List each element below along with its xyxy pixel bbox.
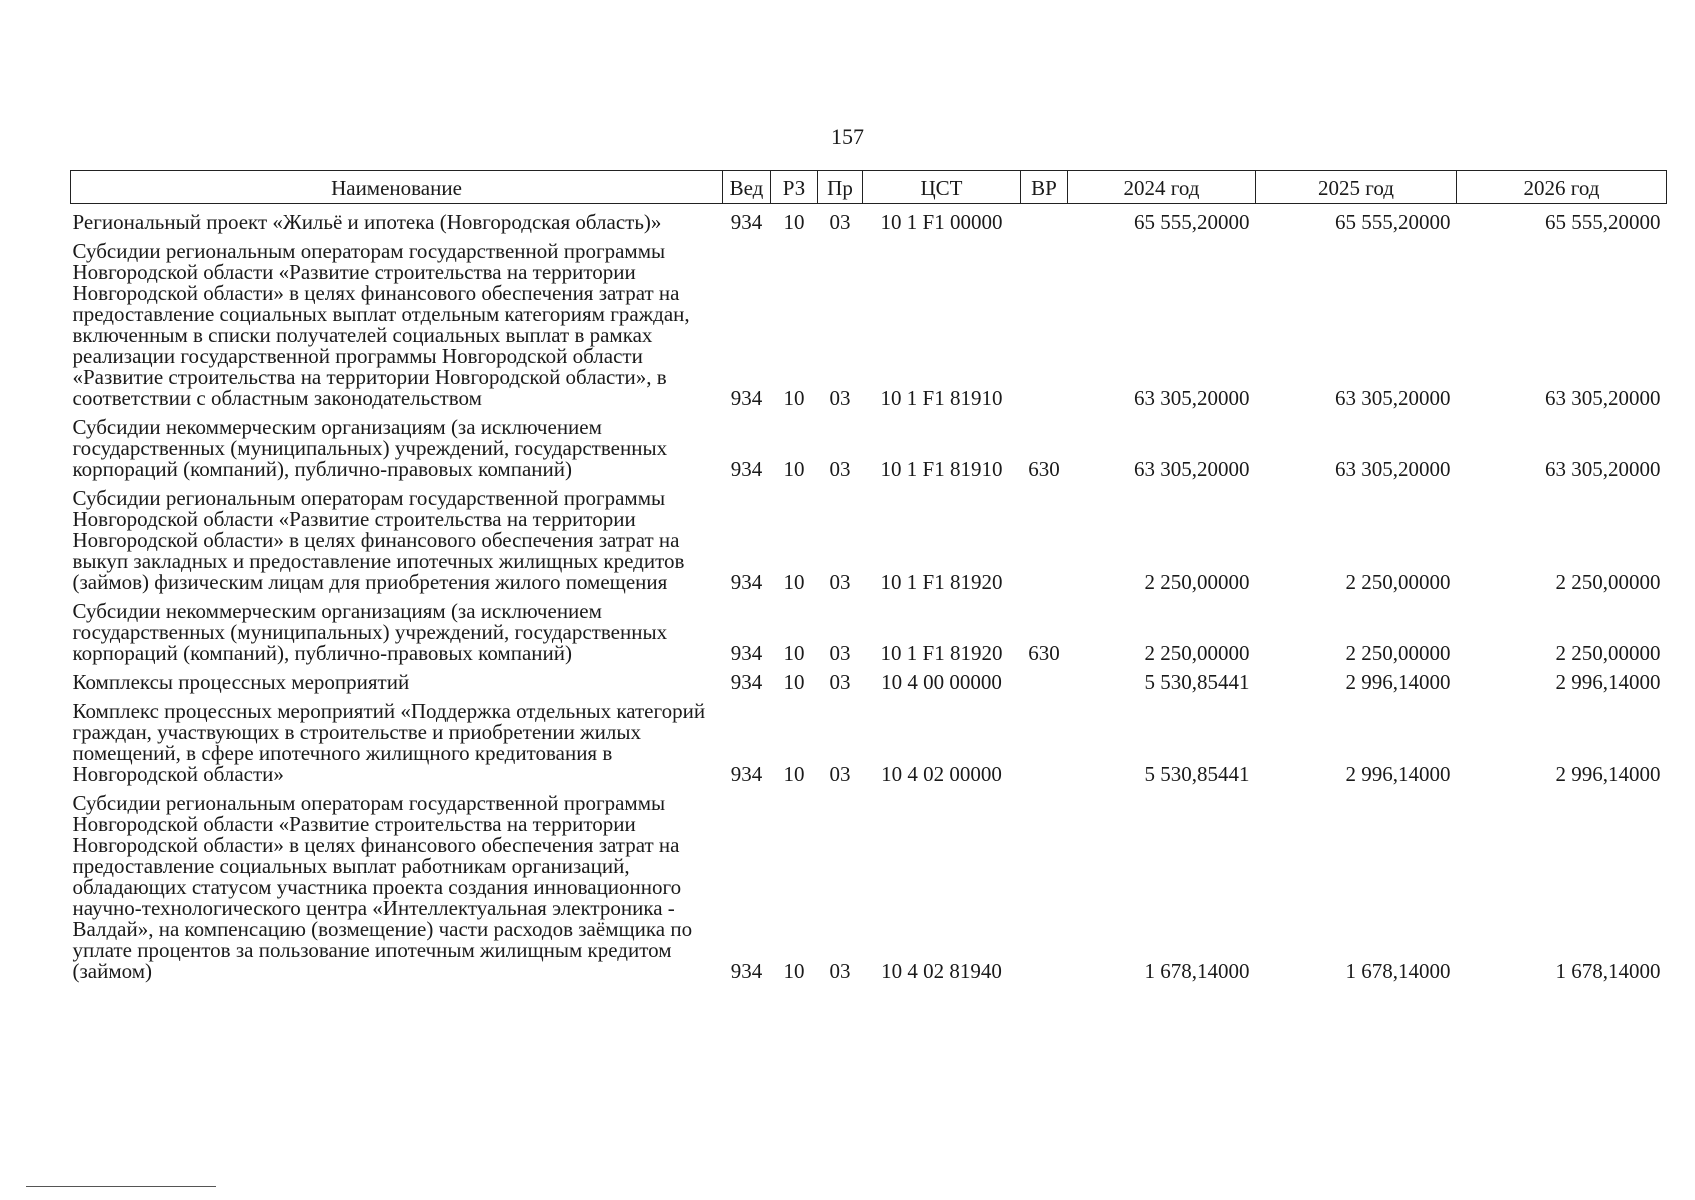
page-number: 157 [831,124,864,149]
row-vr [1021,693,1068,785]
row-cst: 10 4 02 00000 [881,762,1002,786]
row-2026: 2 250,00000 [1555,570,1661,594]
table-header-row [71,171,1667,204]
row-pr: 03 [829,210,851,234]
header-cst: ЦСТ [863,171,1021,204]
row-pr: 03 [829,959,851,983]
header-2024: 2024 год [1068,171,1256,204]
row-vr [1021,204,1068,234]
row-rz: 10 [783,457,805,481]
table-row [71,204,1667,234]
table-row [71,593,1667,664]
row-rz: 10 [783,670,805,694]
row-2024: 63 305,20000 [1134,386,1250,410]
row-vr [1021,664,1068,693]
row-pr: 03 [829,386,851,410]
table-row [71,480,1667,593]
row-ved: 934 [730,457,763,481]
row-cst: 10 4 00 00000 [881,670,1002,694]
row-2025: 2 996,14000 [1345,670,1451,694]
row-2026: 63 305,20000 [1545,457,1661,481]
row-pr: 03 [829,457,851,481]
row-name: Субсидии региональным операторам государственной программы Новгородской области «Развитие строительства на территории Новгородской области» в целях финансового обеспечения затрат на предоставление социальных выплат отдельным категориям граждан, включенным в списки получателей социальных выплат в рамках реализации государственной программы Новгородской области «Развитие строительства на территории Новгородской области», в соответствии с областным законодательством [72,239,690,410]
row-2024: 63 305,20000 [1134,457,1250,481]
row-2024: 2 250,00000 [1144,641,1250,665]
row-ved: 934 [730,670,763,694]
row-pr: 03 [829,641,851,665]
row-2024: 2 250,00000 [1144,570,1250,594]
row-2025: 2 250,00000 [1345,641,1451,665]
header-2025: 2025 год [1256,171,1457,204]
row-cst: 10 1 F1 81910 [880,386,1003,410]
row-ved: 934 [730,386,763,410]
row-2025: 2 250,00000 [1345,570,1451,594]
row-ved: 934 [730,959,763,983]
row-rz: 10 [783,641,805,665]
row-name: Субсидии региональным операторам государственной программы Новгородской области «Развитие строительства на территории Новгородской области» в целях финансового обеспечения затрат на выкуп закладных и предоставление ипотечных жилищных кредитов (займов) физическим лицам для приобретения жилого помещения [72,486,685,594]
row-2026: 65 555,20000 [1545,210,1661,234]
row-rz: 10 [783,570,805,594]
row-ved: 934 [730,641,763,665]
row-cst: 10 1 F1 81920 [880,641,1003,665]
row-2024: 5 530,85441 [1144,762,1250,786]
row-cst: 10 4 02 81940 [881,959,1002,983]
header-name: Наименование [71,171,723,204]
row-2024: 65 555,20000 [1134,210,1250,234]
row-ved: 934 [730,570,763,594]
header-pr: Пр [818,171,863,204]
row-cst: 10 1 F1 81920 [880,570,1003,594]
row-rz: 10 [783,959,805,983]
row-2026: 63 305,20000 [1545,386,1661,410]
row-2026: 2 250,00000 [1555,641,1661,665]
row-2025: 63 305,20000 [1335,457,1451,481]
row-name: Региональный проект «Жильё и ипотека (Новгородская область)» [72,210,662,234]
header-rz: РЗ [771,171,818,204]
row-2026: 2 996,14000 [1555,762,1661,786]
row-cst: 10 1 F1 81910 [880,457,1003,481]
row-rz: 10 [783,386,805,410]
header-vr: ВР [1021,171,1068,204]
table-row [71,693,1667,785]
row-cst: 10 1 F1 00000 [880,210,1003,234]
row-2024: 5 530,85441 [1144,670,1250,694]
row-vr: 630 [1028,641,1060,665]
row-name: Субсидии некоммерческим организациям (за исключением государственных (муниципальных) учреждений, государственных корпораций (компаний), публично-правовых компаний) [72,415,668,481]
header-2026: 2026 год [1457,171,1667,204]
row-pr: 03 [829,762,851,786]
row-ved: 934 [730,762,763,786]
table-row [71,664,1667,693]
row-ved: 934 [730,210,763,234]
row-vr [1021,785,1068,982]
row-vr: 630 [1028,457,1060,481]
row-vr [1021,480,1068,593]
row-2025: 63 305,20000 [1335,386,1451,410]
row-2024: 1 678,14000 [1144,959,1250,983]
row-2025: 1 678,14000 [1345,959,1451,983]
row-name: Субсидии некоммерческим организациям (за исключением государственных (муниципальных) учреждений, государственных корпораций (компаний), публично-правовых компаний) [72,599,668,665]
table-row [71,409,1667,480]
row-2025: 65 555,20000 [1335,210,1451,234]
row-name: Субсидии региональным операторам государственной программы Новгородской области «Развитие строительства на территории Новгородской области» в целях финансового обеспечения затрат на предоставление социальных выплат работникам организаций, обладающих статусом участника проекта создания инновационного научно-технологического центра «Интеллектуальная электроника - Валдай», на компенсацию (возмещение) части расходов заёмщика по уплате процентов за пользование ипотечным жилищным кредитом (займом) [72,791,693,983]
table-row [71,785,1667,982]
footer-divider [26,1186,216,1187]
row-name: Комплекс процессных мероприятий «Поддержка отдельных категорий граждан, участвующих в строительстве и приобретении жилых помещений, в сфере ипотечного жилищного кредитования в Новгородской области» [72,699,706,786]
row-2026: 1 678,14000 [1555,959,1661,983]
row-pr: 03 [829,670,851,694]
row-rz: 10 [783,762,805,786]
table-row [71,233,1667,409]
row-2026: 2 996,14000 [1555,670,1661,694]
row-pr: 03 [829,570,851,594]
row-2025: 2 996,14000 [1345,762,1451,786]
budget-table [70,170,1667,982]
header-ved: Вед [723,171,771,204]
row-rz: 10 [783,210,805,234]
row-name: Комплексы процессных мероприятий [72,670,410,694]
row-vr [1021,233,1068,409]
